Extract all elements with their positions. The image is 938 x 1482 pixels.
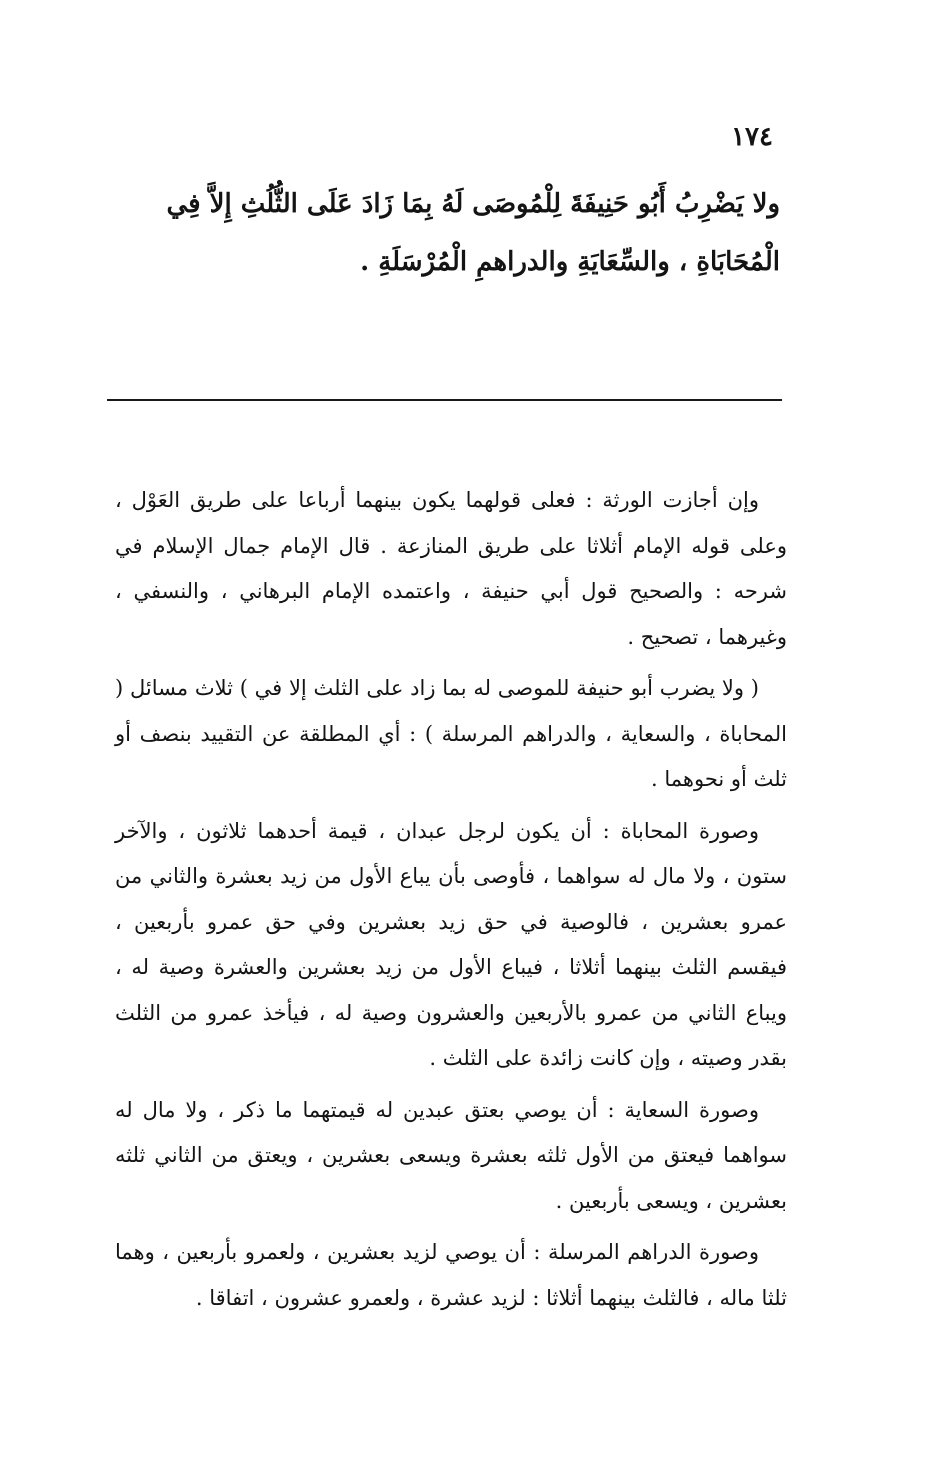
commentary-paragraph: وصورة المحاباة : أن يكون لرجل عبدان ، قيمة أحدهما ثلاثون ، والآخر ستون ، ولا مال له سواهما ، فأوصى بأن يباع الأول من زيد بعشرة والثاني من عمرو بعشرين ، فالوصية في حق زيد بعشرين وفي حق عمرو بأربعين ، فيقسم الثلث بينهما أثلاثا ، فيباع الأول من زيد بعشرين والعشرة وصية له ، ويباع الثاني من عمرو بالأربعين والعشرون وصية له ، فيأخذ عمرو من الثلث بقدر وصيته ، وإن كانت زائدة على الثلث . bbox=[115, 818, 787, 1070]
main-text: ولا يَضْرِبُ أَبُو حَنِيفَةَ لِلْمُوصَى لَهُ بِمَا زَادَ عَلَى الثُّلُثِ إِلاَّ فِي الْمُحَابَاةِ ، والسِّعَايَةِ والدراهمِ الْمُرْسَلَةِ . bbox=[166, 189, 780, 277]
commentary-paragraph: ( ولا يضرب أبو حنيفة للموصى له بما زاد على الثلث إلا في ) ثلاث مسائل ( المحاباة ، والسعاية ، والدراهم المرسلة ) : أي المطلقة عن التقييد بنصف أو ثلث أو نحوهما . bbox=[115, 676, 787, 791]
main-text-block bbox=[100, 175, 780, 291]
page-number: ١٧٤ bbox=[731, 122, 773, 152]
footnote-separator bbox=[107, 399, 782, 401]
commentary-paragraph: وصورة السعاية : أن يوصي بعتق عبدين له قيمتهما ما ذكر ، ولا مال له سواهما فيعتق من الأول ثلثه بعشرة ويسعى بعشرين ، ويعتق من الثاني ثلثه بعشرين ، ويسعى بأربعين . bbox=[115, 1097, 787, 1213]
commentary-paragraph: وصورة الدراهم المرسلة : أن يوصي لزيد بعشرين ، ولعمرو بأربعين ، وهما ثلثا ماله ، فالثلث بينهما أثلاثا : لزيد عشرة ، ولعمرو عشرون ، اتفاقا . bbox=[115, 1240, 787, 1310]
commentary-block bbox=[115, 478, 787, 1321]
commentary-paragraph: وإن أجازت الورثة : فعلى قولهما يكون بينهما أرباعا على طريق العَوْل ، وعلى قوله الإمام أثلاثا على طريق المنازعة . قال الإمام جمال الإسلام في شرحه : والصحيح قول أبي حنيفة ، واعتمده الإمام البرهاني ، والنسفي ، وغيرهما ، تصحيح . bbox=[115, 488, 787, 649]
